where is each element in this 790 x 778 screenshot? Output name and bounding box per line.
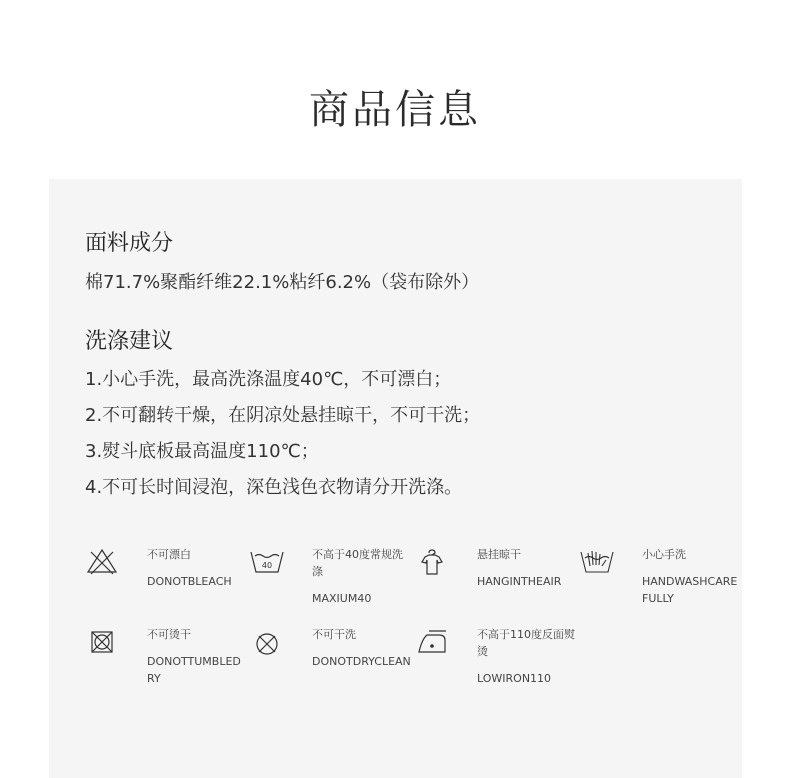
care-item-no-bleach — [85, 546, 250, 616]
care-label-en: DONOTDRYCLEAN — [312, 655, 411, 668]
fabric-heading: 面料成分 — [85, 231, 174, 256]
no-dry-clean-icon — [250, 626, 284, 656]
care-label-cn: 不高于40度常规洗涤 — [312, 548, 403, 578]
care-label-en: HANGINTHEAIR — [477, 575, 562, 588]
wash-40-icon — [250, 546, 284, 576]
fabric-composition: 棉71.7%聚酯纤维22.1%粘纤6.2%（袋布除外） — [85, 272, 480, 293]
care-label-en: DONOTTUMBLEDRY — [147, 655, 241, 685]
page-title: 商品信息 — [309, 87, 481, 133]
care-item-hand-wash — [580, 546, 745, 616]
washing-line: 2.不可翻转干燥，在阴凉处悬挂晾干，不可干洗； — [85, 405, 481, 426]
washing-line: 4.不可长时间浸泡，深色浅色衣物请分开洗涤。 — [85, 477, 463, 498]
wash-temp-label: 40 — [261, 561, 273, 570]
care-item-low-iron — [415, 626, 580, 696]
care-item-no-dry-clean — [250, 626, 415, 696]
no-tumble-dry-icon — [85, 626, 119, 656]
washing-line: 1.小心手洗，最高洗涤温度40℃，不可漂白； — [85, 369, 452, 390]
care-label-cn: 不可烫干 — [147, 628, 191, 641]
care-label-cn: 不高于110度反面熨烫 — [477, 628, 575, 658]
care-label-cn: 小心手洗 — [642, 548, 686, 561]
care-label-en: MAXIUM40 — [312, 592, 372, 605]
care-item-no-tumble-dry — [85, 626, 250, 696]
care-label-en: LOWIRON110 — [477, 672, 552, 685]
care-label-en: HANDWASHCAREFULLY — [642, 575, 738, 605]
care-item-hang-dry — [415, 546, 580, 616]
care-item-wash-40 — [250, 546, 415, 616]
washing-heading: 洗涤建议 — [85, 329, 174, 354]
hang-dry-icon — [415, 546, 449, 576]
low-iron-icon — [415, 626, 449, 656]
care-label-cn: 不可漂白 — [147, 548, 191, 561]
hand-wash-icon — [580, 546, 614, 576]
washing-line: 3.熨斗底板最高温度110℃； — [85, 441, 319, 462]
care-label-en: DONOTBLEACH — [147, 575, 232, 588]
care-label-cn: 悬挂晾干 — [477, 548, 521, 561]
no-bleach-icon — [85, 546, 119, 576]
care-label-cn: 不可干洗 — [312, 628, 356, 641]
